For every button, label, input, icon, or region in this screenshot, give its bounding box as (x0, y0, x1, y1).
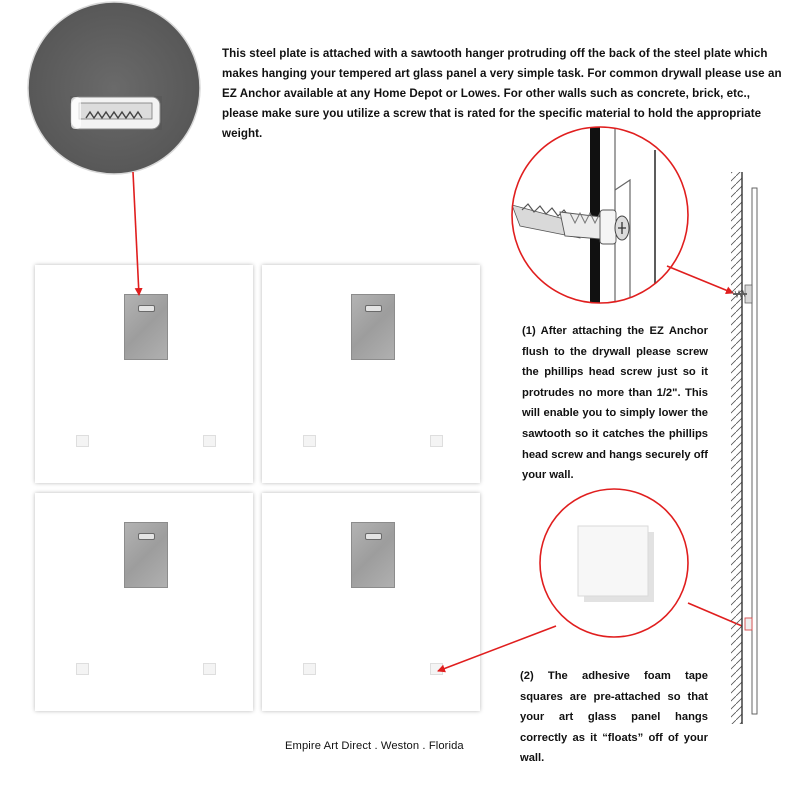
hanger-closeup (28, 2, 200, 174)
wall-side-view (731, 172, 757, 724)
intro-text: This steel plate is attached with a sawtooth hanger protruding off the back of the steel plate which makes hanging your tempered art glass panel a very simple task. For common drywall please use an EZ Anchor available at any Home Depot or Lowes. For other walls such as concrete, brick, etc., please make sure you utilize a screw that is rated for the specific material to hold the appropriate weight. (222, 47, 782, 140)
step2-text: (2) The adhesive foam tape squares are pre-attached so that your art glass panel hangs correctly as it “floats” off of your wall. (520, 670, 708, 765)
arrow-anchor (667, 266, 733, 293)
anchor-closeup (512, 120, 688, 310)
arrow-hanger (133, 172, 139, 295)
foam-tape-closeup (540, 489, 688, 637)
arrow-foam-panel (438, 626, 556, 671)
step1-text: (1) After attaching the EZ Anchor flush to the drywall please screw the phillips head screw just so it protrudes no more than 1/2". This will enable you to simply lower the sawtooth so it catches the phillips head screw and hangs securely off your wall. (522, 325, 708, 482)
credit-line: Empire Art Direct . Weston . Florida (285, 740, 464, 752)
